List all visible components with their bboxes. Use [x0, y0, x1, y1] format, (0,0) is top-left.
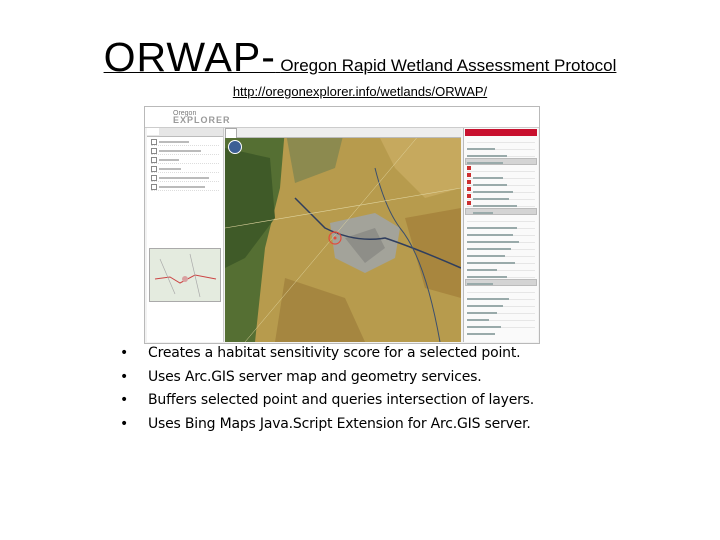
bullet-list — [120, 344, 680, 438]
check-icon — [467, 166, 471, 170]
bullet-item — [120, 415, 680, 439]
checklist-row[interactable] — [467, 173, 535, 179]
layer-checkbox[interactable] — [151, 166, 157, 172]
bullet-dot-icon: • — [120, 415, 129, 432]
result-row — [467, 244, 535, 250]
result-row — [467, 315, 535, 321]
check-icon — [467, 201, 471, 205]
map-style-select[interactable] — [237, 129, 247, 138]
result-row — [467, 237, 535, 243]
results-header-bar[interactable] — [465, 129, 537, 136]
app-screenshot — [144, 106, 540, 344]
check-icon — [467, 194, 471, 198]
result-row — [467, 137, 535, 143]
checklist-row[interactable] — [467, 166, 535, 172]
check-icon — [467, 180, 471, 184]
layer-row[interactable] — [151, 184, 219, 191]
logo-top-text: Oregon — [173, 110, 197, 117]
map-toolbar — [225, 128, 461, 138]
result-row — [467, 308, 535, 314]
layer-checkbox[interactable] — [151, 139, 157, 145]
check-icon — [467, 187, 471, 191]
layer-row[interactable] — [151, 166, 219, 173]
layer-row[interactable] — [151, 139, 219, 146]
layers-panel — [147, 128, 224, 342]
result-row — [467, 265, 535, 271]
layer-checkbox[interactable] — [151, 157, 157, 163]
layer-row[interactable] — [151, 157, 219, 164]
result-row — [467, 223, 535, 229]
bullet-dot-icon: • — [120, 368, 129, 385]
bullet-item — [120, 391, 680, 415]
results-panel — [463, 128, 538, 342]
map-navigation-control[interactable] — [228, 140, 242, 154]
result-row — [467, 322, 535, 328]
slide-title — [0, 34, 720, 81]
logo-main-text: EXPLORER — [173, 115, 231, 125]
bullet-item — [120, 344, 680, 368]
title-sub: Oregon Rapid Wetland Assessment Protocol — [280, 56, 617, 75]
layers-tabs — [147, 128, 223, 137]
result-row — [467, 230, 535, 236]
bullet-dot-icon: • — [120, 392, 129, 408]
tab-layers[interactable] — [147, 128, 159, 135]
bullet-text: Buffers selected point and queries intersection of layers. — [148, 392, 535, 408]
layer-row[interactable] — [151, 175, 219, 182]
result-row — [467, 216, 535, 222]
result-row — [467, 251, 535, 257]
title-main: ORWAP- — [103, 34, 276, 80]
tab-markers[interactable] — [159, 128, 171, 135]
checklist-row[interactable] — [467, 187, 535, 193]
orwap-url-link[interactable]: http://oregonexplorer.info/wetlands/ORWAP/ — [232, 84, 488, 99]
overview-map[interactable] — [149, 248, 221, 302]
layer-checkbox[interactable] — [151, 184, 157, 190]
result-row — [467, 151, 535, 157]
map-view[interactable] — [225, 128, 461, 342]
checklist-row[interactable] — [467, 194, 535, 200]
bullet-text: Creates a habitat sensitivity score for a selected point. — [148, 345, 521, 361]
layer-checkbox[interactable] — [151, 148, 157, 154]
bullet-item — [120, 368, 680, 392]
result-row — [467, 144, 535, 150]
app-header — [145, 107, 539, 128]
result-row — [467, 287, 535, 293]
bullet-text: Uses Bing Maps Java.Script Extension for Arc.GIS server. — [148, 415, 531, 432]
layer-checkbox[interactable] — [151, 175, 157, 181]
layer-row[interactable] — [151, 148, 219, 155]
bullet-dot-icon: • — [120, 345, 129, 361]
check-icon — [467, 173, 471, 177]
checklist-row[interactable] — [467, 180, 535, 186]
result-row — [467, 294, 535, 300]
bullet-text: Uses Arc.GIS server map and geometry services. — [148, 368, 482, 385]
map-tab[interactable] — [225, 128, 237, 138]
oregon-explorer-logo — [173, 110, 231, 124]
